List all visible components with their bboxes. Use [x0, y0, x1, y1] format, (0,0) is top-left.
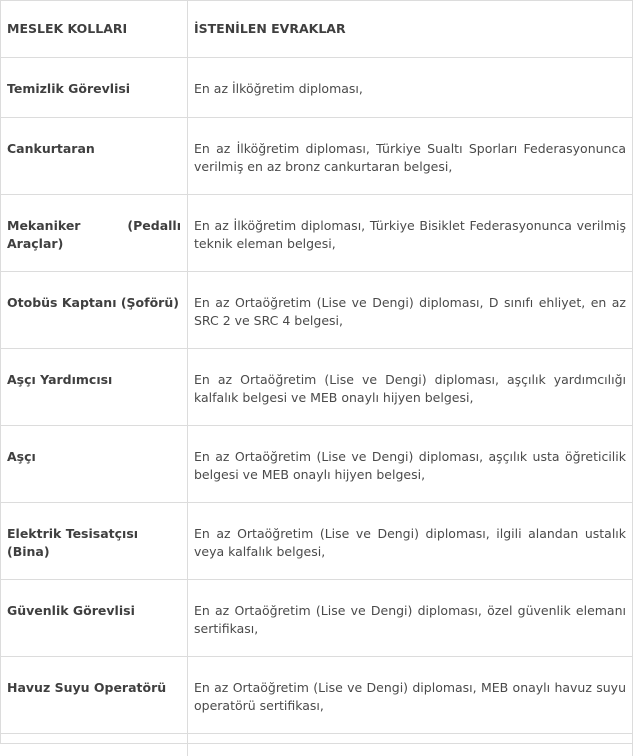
- occupation-cell: Havuz Suyu Operatörü: [1, 657, 188, 733]
- documents-cell: En az Ortaöğretim (Lise ve Dengi) diploması, ilgili alandan ustalık veya kalfalık belgesi,: [188, 503, 633, 579]
- header-occupation: MESLEK KOLLARI: [1, 1, 188, 57]
- table-row: [1, 349, 633, 426]
- documents-cell: En az Ortaöğretim (Lise ve Dengi) diploması, aşçılık usta öğreticilik belgesi ve MEB onaylı hijyen belgesi,: [188, 426, 633, 502]
- table-row: [1, 657, 633, 734]
- table-row: [1, 195, 633, 272]
- table-header-row: [1, 1, 633, 58]
- occupation-cell: Güvenlik Görevlisi: [1, 580, 188, 656]
- documents-cell: En az İlköğretim diploması, Türkiye Bisiklet Federasyonunca verilmiş teknik eleman belgesi,: [188, 195, 633, 271]
- table-row: [1, 58, 633, 118]
- documents-cell: En az Ortaöğretim (Lise ve Dengi) diploması, MEB onaylı havuz suyu operatörü sertifikası,: [188, 657, 633, 733]
- documents-cell: En az Ortaöğretim (Lise ve Dengi) diploması, özel güvenlik elemanı sertifikası,: [188, 580, 633, 656]
- table-row: [1, 272, 633, 349]
- occupation-cell-empty: [1, 734, 188, 756]
- documents-cell-empty: [188, 734, 633, 756]
- table-row: [1, 426, 633, 503]
- occupation-cell: Temizlik Görevlisi: [1, 58, 188, 117]
- table-row: [1, 503, 633, 580]
- header-required-documents: İSTENİLEN EVRAKLAR: [188, 1, 633, 57]
- documents-cell: En az İlköğretim diploması, Türkiye Sualtı Sporları Federasyonunca verilmiş en az bronz cankurtaran belgesi,: [188, 118, 633, 194]
- documents-cell: En az Ortaöğretim (Lise ve Dengi) diploması, aşçılık yardımcılığı kalfalık belgesi ve MEB onaylı hijyen belgesi,: [188, 349, 633, 425]
- occupation-cell: Otobüs Kaptanı (Şoförü): [1, 272, 188, 348]
- occupation-cell: Elektrik Tesisatçısı (Bina): [1, 503, 188, 579]
- table-row: [1, 118, 633, 195]
- occupation-cell: Aşçı Yardımcısı: [1, 349, 188, 425]
- occupation-cell: Cankurtaran: [1, 118, 188, 194]
- occupation-cell: Mekaniker (Pedallı Araçlar): [1, 195, 188, 271]
- occupation-cell: Aşçı: [1, 426, 188, 502]
- table-row: [1, 580, 633, 657]
- documents-cell: En az İlköğretim diploması,: [188, 58, 633, 117]
- table-row-cutoff: [1, 734, 633, 744]
- documents-cell: En az Ortaöğretim (Lise ve Dengi) diploması, D sınıfı ehliyet, en az SRC 2 ve SRC 4 belgesi,: [188, 272, 633, 348]
